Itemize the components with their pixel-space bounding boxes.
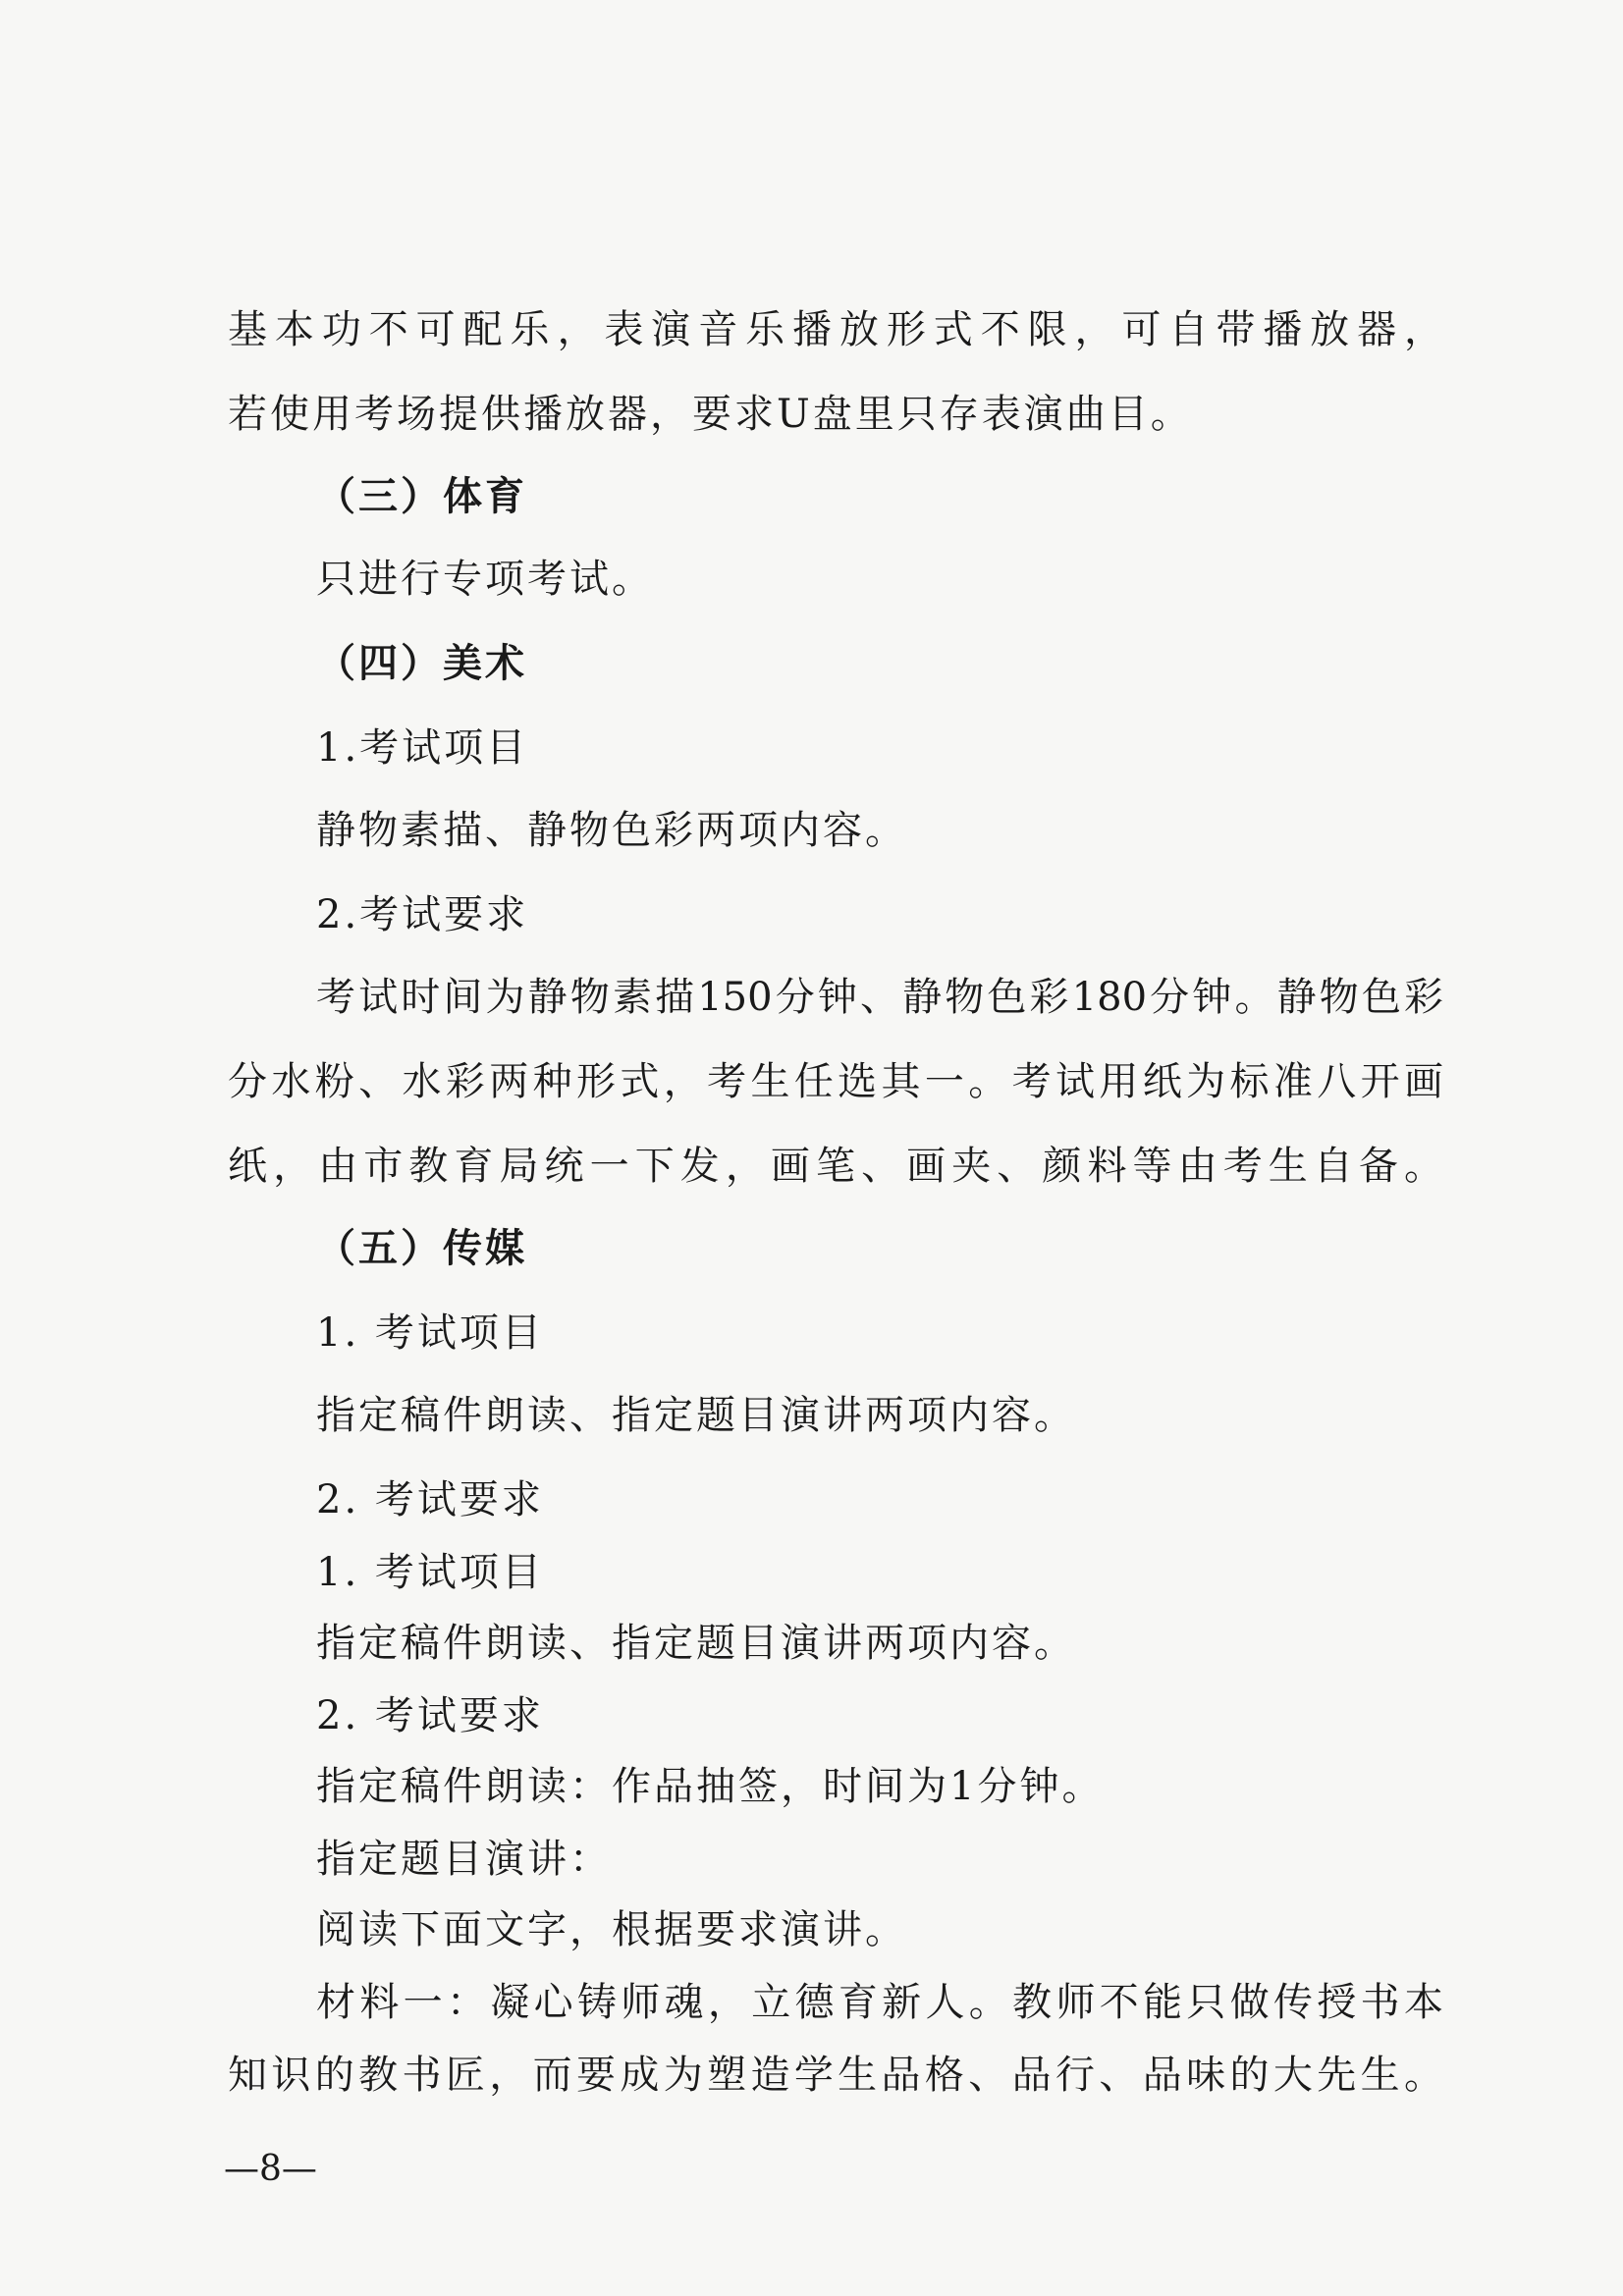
section-heading-media: （五）传媒 [316, 1225, 527, 1271]
paragraph-line: 只进行专项考试。 [316, 557, 654, 602]
paragraph-line: 知识的教书匠，而要成为塑造学生品格、品行、品味的大先生。 [228, 2053, 1443, 2098]
paragraph-line: 静物素描、静物色彩两项内容。 [316, 808, 907, 853]
paragraph-line: 指定稿件朗读：作品抽签，时间为1分钟。 [316, 1764, 1105, 1809]
paragraph-line: 指定稿件朗读、指定题目演讲两项内容。 [316, 1393, 1076, 1438]
paragraph-line: 指定题目演讲： [316, 1837, 612, 1882]
subheading: 2. 考试要求 [316, 1693, 544, 1738]
subheading: 1. 考试项目 [316, 1310, 544, 1356]
subheading: 2. 考试要求 [316, 1477, 544, 1522]
section-heading-sports: （三）体育 [316, 473, 527, 519]
paragraph-line: 考试时间为静物素描150分钟、静物色彩180分钟。静物色彩 [316, 975, 1443, 1020]
page-number: —8— [224, 2149, 317, 2189]
paragraph-line: 阅读下面文字，根据要求演讲。 [316, 1907, 907, 1952]
section-heading-art: （四）美术 [316, 640, 527, 686]
subheading: 1. 考试项目 [316, 1550, 544, 1595]
subheading: 2.考试要求 [316, 892, 529, 937]
paragraph-line: 分水粉、水彩两种形式，考生任选其一。考试用纸为标准八开画 [228, 1059, 1443, 1104]
paragraph-line: 纸，由市教育局统一下发，画笔、画夹、颜料等由考生自备。 [228, 1144, 1443, 1189]
subheading: 1.考试项目 [316, 725, 529, 771]
paragraph-line: 若使用考场提供播放器，要求U盘里只存表演曲目。 [228, 392, 1193, 437]
paragraph-line: 基本功不可配乐，表演音乐播放形式不限，可自带播放器， [228, 307, 1443, 352]
paragraph-line: 材料一：凝心铸师魂，立德育新人。教师不能只做传授书本 [316, 1980, 1443, 2025]
paragraph-line: 指定稿件朗读、指定题目演讲两项内容。 [316, 1621, 1076, 1666]
